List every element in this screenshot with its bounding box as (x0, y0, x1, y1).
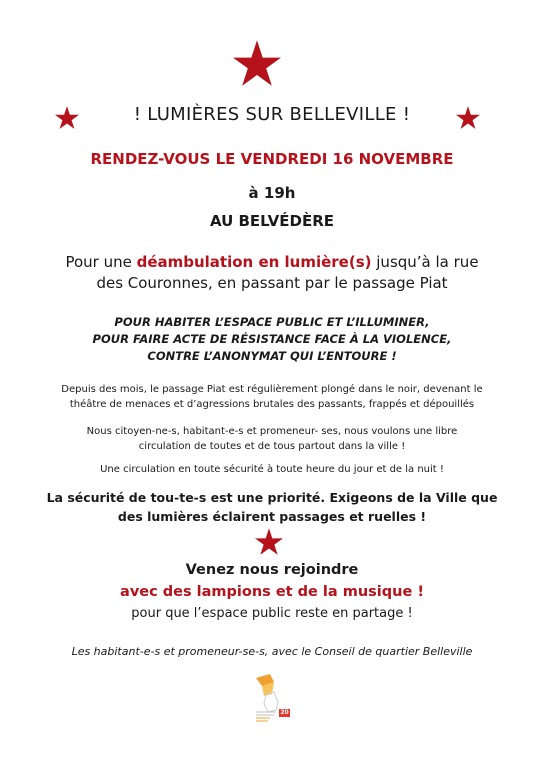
logo-badge: 20 (280, 709, 289, 716)
call-line-2: avec des lampions et de la musique ! (120, 584, 424, 600)
paragraph-passage-piat (0, 382, 544, 412)
intro-part2: jusqu’à la rue (371, 253, 479, 271)
event-place: AU BELVÉDÈRE (209, 212, 335, 230)
paragraph-citizens (0, 424, 544, 454)
priority-line: des lumières éclairent passages et ruelles ! (117, 509, 427, 524)
intro-line2: des Couronnes, en passant par le passage Piat (96, 274, 448, 292)
priority-line: La sécurité de tou-te-s est une priorité. Exigeons de la Ville que (46, 490, 498, 505)
paragraph-line: théâtre de menaces et d’agressions brutales des passants, frappés et dépouillés (69, 399, 475, 410)
manifesto-line: POUR HABITER L’ESPACE PUBLIC ET L’ILLUMINER, (114, 315, 430, 329)
paragraph-line: Depuis des mois, le passage Piat est régulièrement plongé dans le noir, devenant le (61, 384, 483, 395)
signature: Les habitant-e-s et promeneur-se-s, avec le Conseil de quartier Belleville (71, 645, 473, 658)
paragraph-circulation: Une circulation en toute sécurité à toute heure du jour et de la nuit ! (100, 464, 444, 475)
manifesto-line: CONTRE L’ANONYMAT QUI L’ENTOURE ! (147, 349, 397, 363)
intro-part1: Pour une (65, 253, 137, 271)
event-date: RENDEZ-VOUS LE VENDREDI 16 NOVEMBRE (90, 150, 454, 168)
paragraph-line: Nous citoyen-ne-s, habitant-e-s et promeneur- ses, nous voulons une libre (86, 426, 458, 437)
page-title: ! LUMIÈRES SUR BELLEVILLE ! (133, 104, 411, 125)
priority-statement (0, 488, 544, 526)
paragraph-line: circulation de toutes et de tous partout dans la ville ! (138, 441, 406, 452)
conseil-de-quartier-logo (252, 672, 292, 724)
intro-emphasis: déambulation en lumière(s) (136, 253, 372, 271)
star-icon-top (233, 40, 281, 86)
call-line-1: Venez nous rejoindre (185, 562, 359, 578)
star-icon-middle (255, 528, 283, 555)
call-line-3: pour que l’espace public reste en partage ! (131, 606, 413, 621)
manifesto-line: POUR FAIRE ACTE DE RÉSISTANCE FACE À LA VIOLENCE, (92, 332, 452, 346)
manifesto (0, 314, 544, 365)
event-time: à 19h (248, 184, 296, 202)
intro-text (0, 252, 544, 294)
